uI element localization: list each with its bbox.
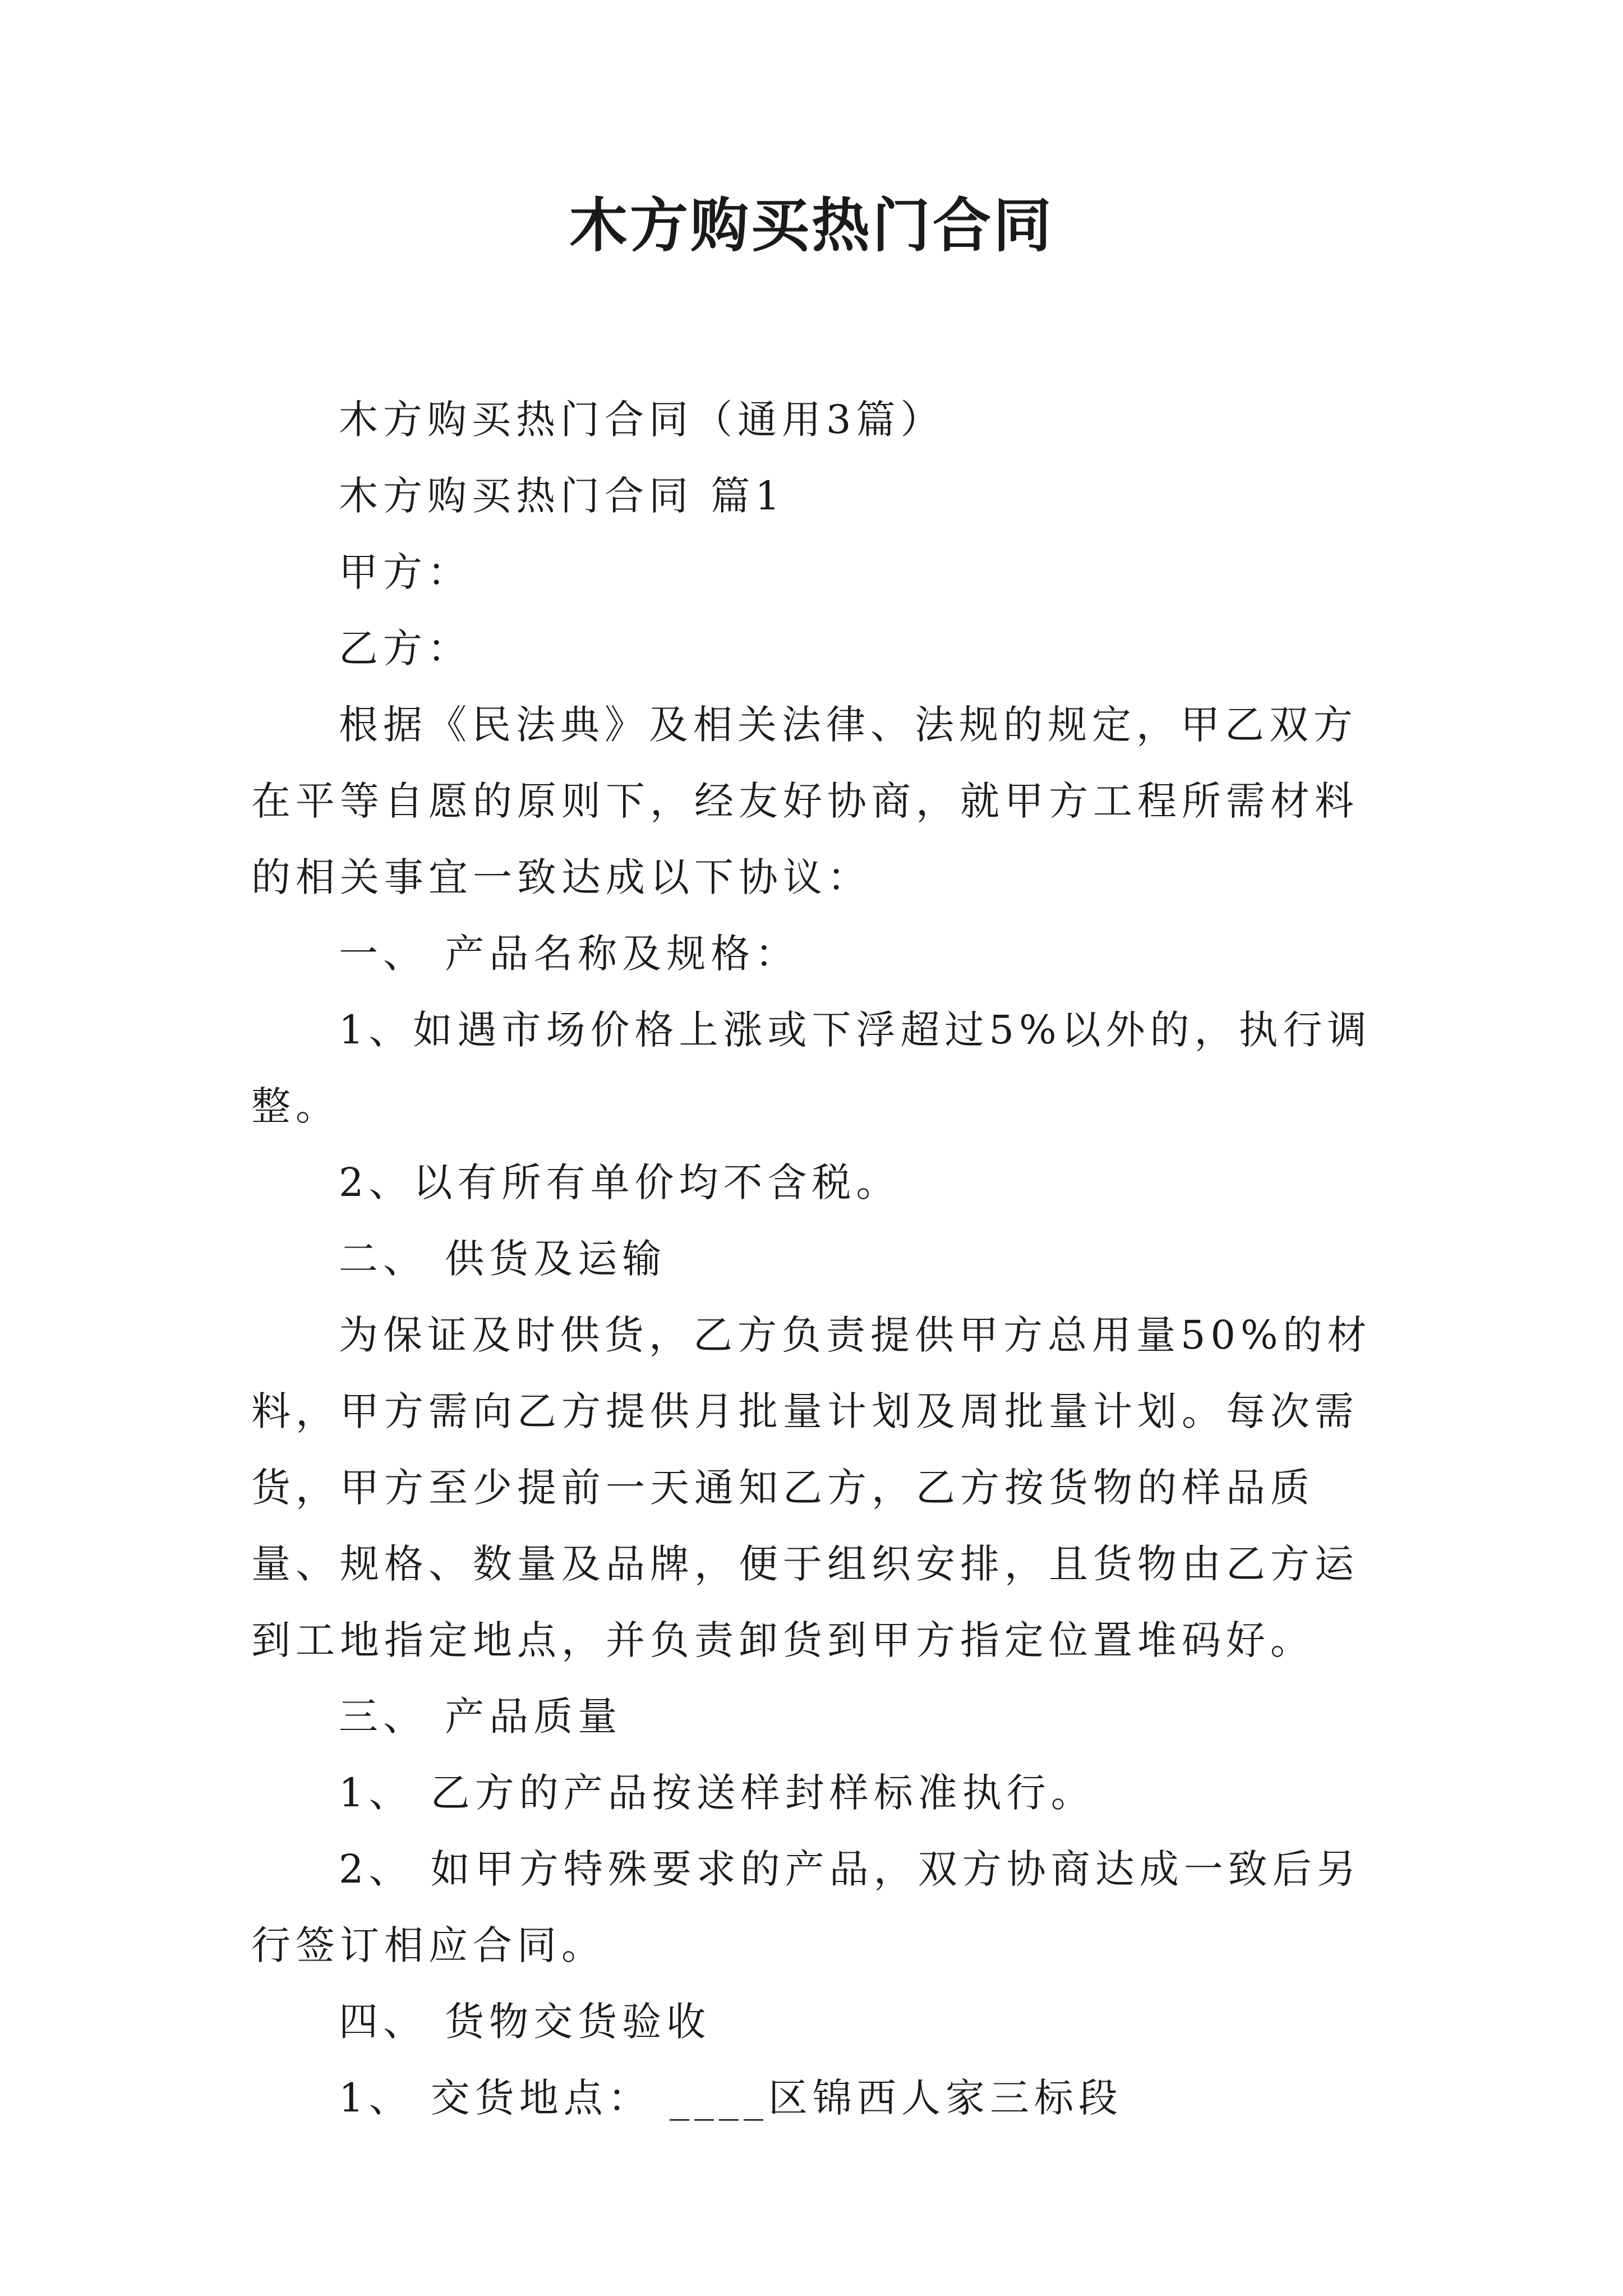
clause-item: 1、 乙方的产品按送样封样标准执行。: [339, 1770, 1095, 1816]
clause-heading-3: 三、 产品质量: [339, 1694, 623, 1740]
document-body: [251, 381, 1395, 2136]
paragraph-section-heading: 木方购买热门合同 篇1: [339, 473, 785, 519]
clause-heading-4: 四、 货物交货验收: [339, 1999, 711, 2045]
paragraph-party-b: 乙方：: [339, 625, 472, 671]
paragraph-party-a: 甲方：: [339, 549, 472, 595]
paragraph-preamble: 根据《民法典》及相关法律、法规的规定，甲乙双方在平等自愿的原则下，经友好协商，就甲方工程所需材料的相关事宜一致达成以下协议：: [251, 702, 1359, 900]
clause-heading-1: 一、 产品名称及规格：: [339, 931, 800, 977]
clause-item: 2、 如甲方特殊要求的产品，双方协商达成一致后另行签订相应合同。: [251, 1846, 1361, 1968]
clause-item: 1、如遇市场价格上涨或下浮超过5%以外的，执行调整。: [251, 1007, 1372, 1129]
clause-item: 1、 交货地点： ____区锦西人家三标段: [339, 2075, 1123, 2121]
document-title: 木方购买热门合同: [569, 191, 1054, 260]
paragraph-subtitle: 木方购买热门合同（通用3篇）: [339, 397, 945, 443]
clause-body: 为保证及时供货，乙方负责提供甲方总用量50%的材料，甲方需向乙方提供月批量计划及周批量计划。每次需货，甲方至少提前一天通知乙方，乙方按货物的样品质量、规格、数量及品牌，便于组织安排，且货物由乙方运到工地指定地点，并负责卸货到甲方指定位置堆码好。: [251, 1312, 1372, 1663]
clause-heading-2: 二、 供货及运输: [339, 1236, 667, 1282]
clause-item: 2、以有所有单价均不含税。: [339, 1159, 901, 1205]
